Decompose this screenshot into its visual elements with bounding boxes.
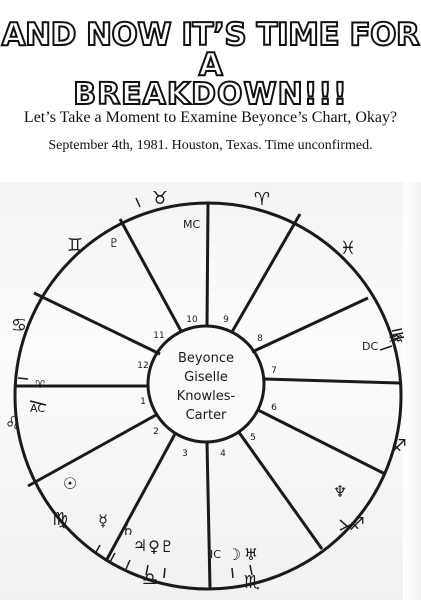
capricorn-icon: ♐ <box>390 436 408 457</box>
house-number: 3 <box>182 449 188 459</box>
house-divider <box>207 203 208 326</box>
degree-tick <box>232 568 233 578</box>
virgo-icon: ♍ <box>51 509 69 530</box>
center-name-line: Giselle <box>184 370 228 385</box>
house-divider <box>232 214 300 332</box>
house-divider <box>28 415 156 486</box>
pluto-small-icon: ♇ <box>108 236 120 250</box>
house-number: 7 <box>271 366 277 376</box>
ac-label: AC <box>30 402 46 415</box>
house-divider <box>264 379 400 383</box>
house-number: 5 <box>250 433 256 443</box>
sun-icon: ☉ <box>62 474 78 493</box>
taurus-icon: ♉ <box>151 188 169 209</box>
house-divider <box>252 298 368 352</box>
house-number: 6 <box>271 403 277 413</box>
venus-icon: ♀ <box>148 537 160 556</box>
degree-tick <box>136 198 140 207</box>
sagittarius-icon: ♐ <box>348 514 366 535</box>
aquarius-icon: ♒ <box>387 329 405 350</box>
degree-tick <box>126 560 130 569</box>
house-divider <box>238 431 322 549</box>
uranus-icon: ♅ <box>243 545 259 564</box>
house-number: 8 <box>257 334 263 344</box>
ic-label: IC <box>210 548 221 561</box>
scorpio-icon: ♏ <box>243 572 261 593</box>
pluto-icon: ♇ <box>159 537 175 556</box>
house-divider <box>34 293 160 354</box>
dc-label: DC <box>362 340 379 353</box>
degree-tick <box>18 378 28 379</box>
birth-info: September 4th, 1981. Houston, Texas. Time unconfirmed. <box>48 138 373 153</box>
neptune-icon: ♆ <box>332 482 348 501</box>
house-number: 4 <box>220 449 226 459</box>
aries-small-icon: ♈ <box>35 378 45 391</box>
mc-label: MC <box>183 218 201 231</box>
headline-line-2: BREAKDOWN!!! <box>73 77 348 112</box>
house-number: 11 <box>153 331 165 341</box>
center-name-line: Knowles- <box>176 389 236 404</box>
headline-line-1: AND NOW IT’S TIME FOR A <box>1 17 420 83</box>
house-divider <box>120 219 181 331</box>
house-number: 12 <box>137 361 149 371</box>
saturn-icon: ♄ <box>120 520 136 539</box>
house-divider <box>258 410 385 474</box>
house-number: 1 <box>140 397 146 407</box>
center-name-line: Beyonce <box>178 351 234 366</box>
libra-icon: ♎ <box>141 569 159 590</box>
house-number: 10 <box>186 315 198 325</box>
house-number: 9 <box>223 315 229 325</box>
degree-tick <box>164 568 165 578</box>
center-name-line: Carter <box>185 408 227 423</box>
moon-icon: ☽ <box>226 545 242 564</box>
aries-icon: ♈ <box>253 189 271 210</box>
subtitle: Let’s Take a Moment to Examine Beyonce’s Chart, Okay? <box>23 109 398 126</box>
mercury-icon: ☿ <box>98 511 108 530</box>
leo-icon: ♌ <box>4 413 22 434</box>
jupiter-icon: ♃ <box>132 536 148 555</box>
pisces-icon: ♓ <box>339 238 357 259</box>
house-number: 2 <box>153 427 159 437</box>
cancer-icon: ♋ <box>10 315 28 336</box>
house-divider <box>207 442 210 588</box>
gemini-icon: ♊ <box>66 235 84 256</box>
